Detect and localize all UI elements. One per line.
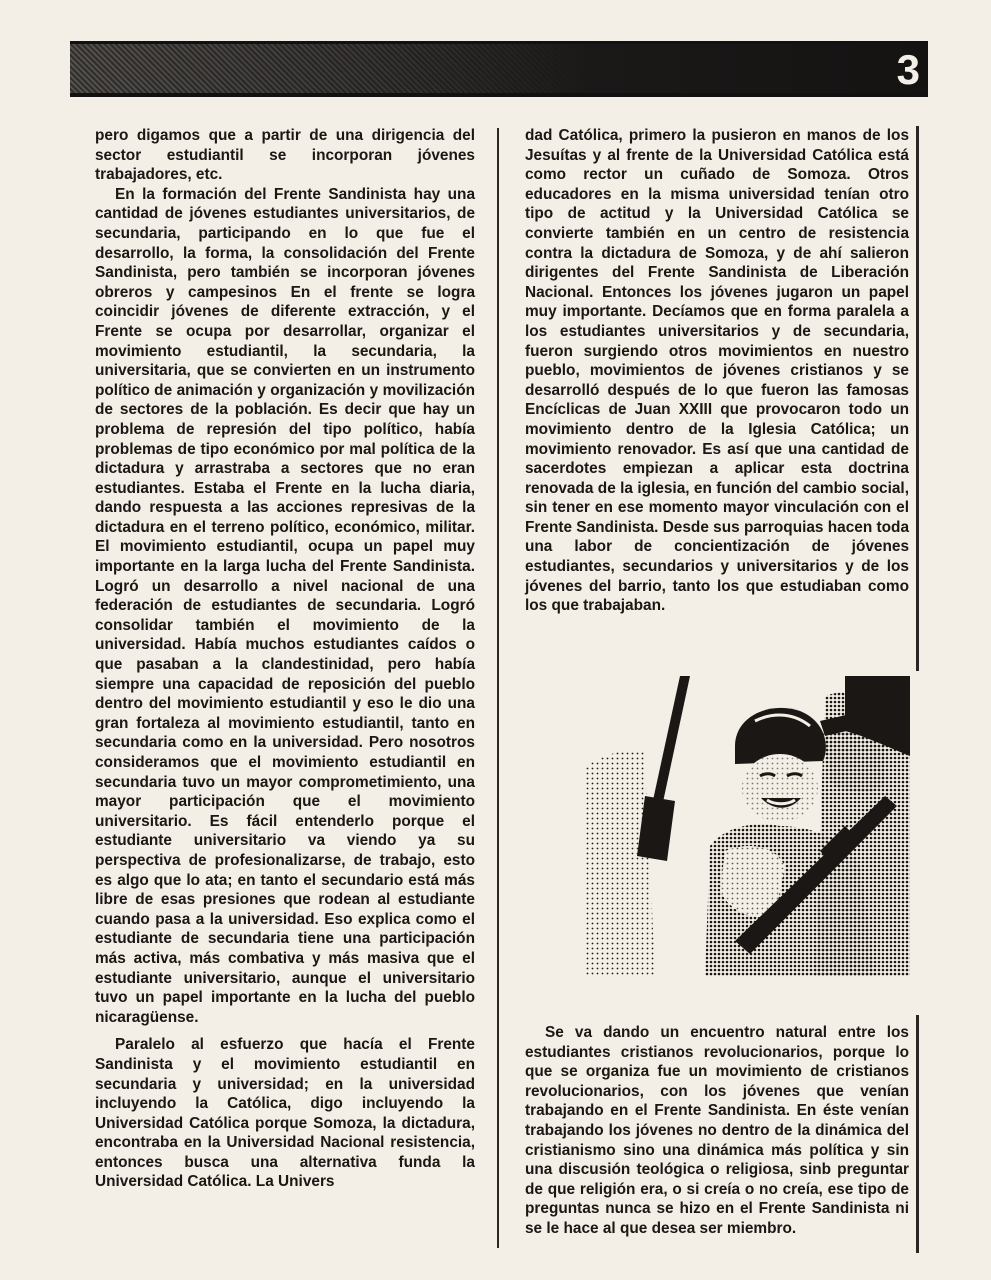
right-column-bottom (525, 1023, 909, 1239)
right-paragraph-1: dad Católica, primero la pusieron en manos de los Jesuítas y al frente de la Universidad Católica está como rector un cuñado de Somoza. Otros educadores en la misma universidad tenían otro tipo de actitud y la Universidad Católica se convierte también en un centro de resistencia contra la dictadura de Somoza, y de ahí salieron dirigentes del Frente Sandinista de Liberación Nacional. Entonces los jóvenes jugaron un papel muy importante. Decíamos que en forma paralela a los estudiantes universitarios y de secundaria, fueron surgiendo otros movimientos en nuestro pueblo, movimientos de jóvenes cristianos y se desarrolló después de lo que fueron las famosas Encíclicas de Juan XXIII que provocaron todo un movimiento dentro de la Iglesia Católica; un movimiento renovador. Es así que una cantidad de sacerdotes empiezan a aplicar esta doctrina renovada de la iglesia, en función del cambio social, sin tener en ese momento mayor vinculación con el Frente Sandinista. Desde sus parroquias hacen toda una labor de concientización de jóvenes estudiantes, secundarios y universitarios y de los jóvenes del barrio, tanto los que estudiaban como los que trabajaban. (525, 127, 910, 615)
column-divider (497, 128, 499, 1248)
soldier-photo (585, 676, 910, 976)
left-paragraph-2: En la formación del Frente Sandinista hay una cantidad de jóvenes estudiantes universitarios, de secundaria, participando en lo que fue el desarrollo, la forma, la consolidación del Frente Sandinista, pero también se incorporan jóvenes obreros y campesinos En el frente se logra coincidir jóvenes de diferente extracción, y el Frente se ocupa por desarrollar, organizar el movimiento estudiantil, la secundaria, la universitaria, que se convierten en un instrumento político de animación y organización y movilización de sectores de la población. Es decir que hay un problema de represión del tipo político, había problemas de tipo económico por mal política de la dictadura y arrastraba a sectores que no eran estudiantes. Estaba el Frente en la lucha diaria, dando respuesta a las acciones represivas de la dictadura en el terreno político, económico, militar. El movimiento estudiantil, ocupa un papel muy importante en la larga lucha del Frente Sandinista. Logró un desarrollo a nivel nacional de una federación de estudiantes de secundaria. Logró consolidar también el movimiento de la universidad. Había muchos estudiantes caídos o que pasaban a la clandestinidad, pero había siempre una capacidad de reposición del pueblo dentro del movimiento estudiantil y eso le dio una gran fortaleza al movimiento estudiantil, tanto en secundaria como en la universidad. Pero nosotros consideramos que el movimiento estudiantil en secundaria tuvo un mayor comprometimiento, una mayor participación que el movimiento universitario. Es fácil entenderlo porque el estudiante universitario va viendo ya su perspectiva de profesionalizarse, de trabajo, esto es algo que lo ata; en tanto el secundario está más libre de esas presiones que rodean al estudiante cuando pasa a la universidad. Eso explica como el estudiante de secundaria tiene una participación más activa, más combativa y más masiva que el estudiante universitario, aunque el universitario tuvo un papel importante en la lucha del pueblo nicaragüense. (95, 185, 475, 1026)
right-column-top (525, 126, 909, 616)
page-number: 3 (896, 46, 920, 93)
right-paragraph-2: Se va dando un encuentro natural entre los estudiantes cristianos revolucionarios, porque lo que se organiza fue un movimiento de cristianos revolucionarios, con los jóvenes que venían trabajando en el Frente Sandinista. En éste venían trabajando los jóvenes no dentro de la dinámica del cristianismo sino una dinámica más política y sin una discusión teológica o religiosa, sinb preguntar de que religión era, o si creía o no creía, ese tipo de preguntas nunca se hizo en el Frente Sandinista ni se le hace al que desea ser miembro. (525, 1024, 909, 1237)
soldier-photo-image (585, 676, 910, 976)
left-paragraph-3: Paralelo al esfuerzo que hacía el Frente Sandinista y el movimiento estudiantil en secundaria y universidad; en la universidad incluyendo la Católica, digo incluyendo la Universidad Católica porque Somoza, la dictadura, encontraba en la Universidad Nacional resistencia, entonces busca una alternativa funda la Universidad Católica. La Univers (95, 1036, 475, 1191)
right-edge-rule-bottom (916, 1015, 919, 1253)
right-edge-rule-top (916, 126, 919, 671)
left-column (95, 126, 475, 1192)
left-paragraph-1: pero digamos que a partir de una dirigencia del sector estudiantil se incorporan jóvenes trabajadores, etc. (95, 127, 475, 184)
page-header-band (70, 41, 928, 97)
